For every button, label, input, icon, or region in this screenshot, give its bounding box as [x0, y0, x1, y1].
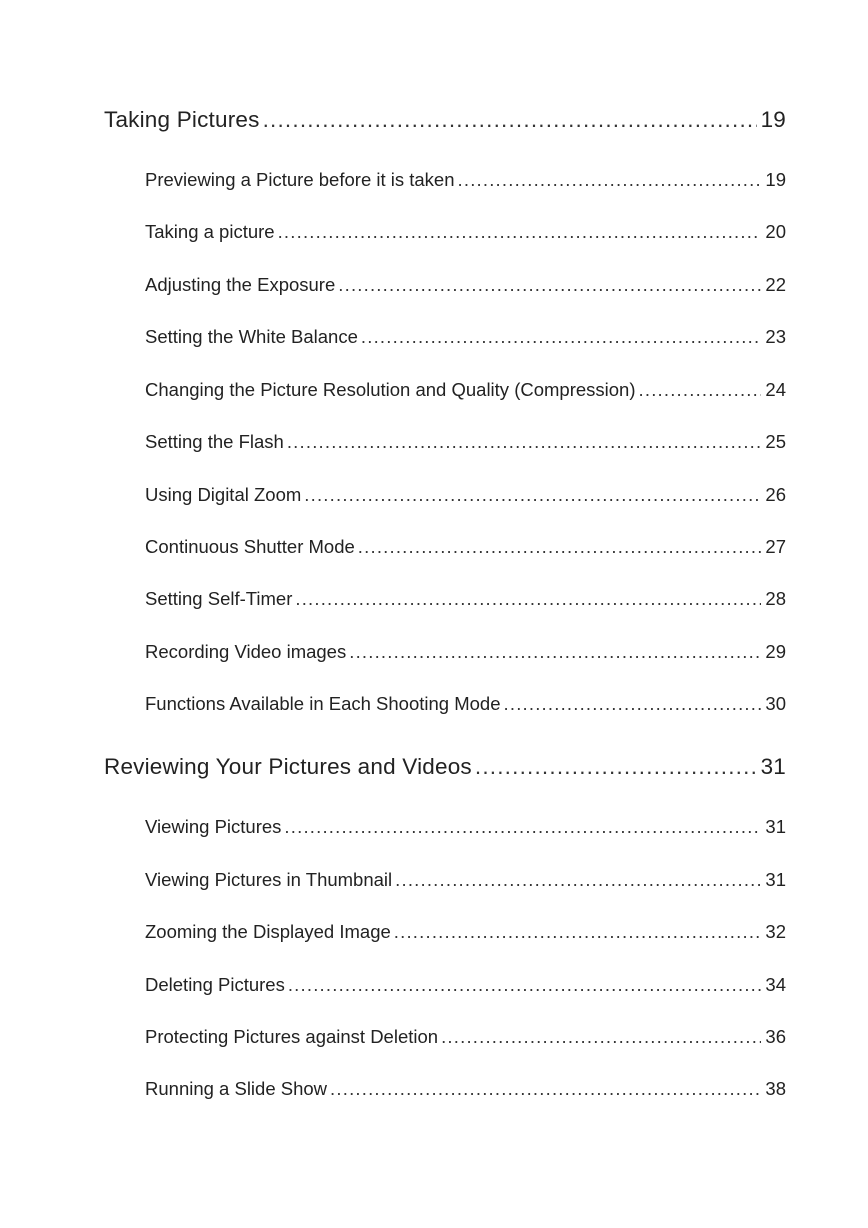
toc-entry-title: Setting the White Balance — [145, 326, 358, 347]
dot-leader — [338, 274, 761, 296]
toc-entry-functions-available[interactable] — [145, 693, 786, 715]
dot-leader — [358, 536, 762, 558]
toc-page-number: 19 — [765, 169, 786, 190]
toc-entry-viewing-pictures[interactable] — [145, 816, 786, 838]
toc-entry-title: Taking Pictures — [104, 107, 260, 132]
toc-section-reviewing-pictures[interactable] — [104, 754, 786, 780]
toc-entry-protecting-pictures[interactable] — [145, 1026, 786, 1048]
toc-entry-title: Zooming the Displayed Image — [145, 921, 391, 942]
dot-leader — [304, 484, 761, 506]
toc-entry-title: Changing the Picture Resolution and Quality (Compression) — [145, 379, 636, 400]
toc-page-number: 29 — [765, 641, 786, 662]
dot-leader — [288, 974, 762, 996]
toc-entry-previewing-picture[interactable] — [145, 169, 786, 191]
toc-entry-title: Taking a picture — [145, 221, 275, 242]
toc-page-number: 31 — [765, 869, 786, 890]
toc-page-number: 26 — [765, 484, 786, 505]
dot-leader — [295, 588, 761, 610]
toc-entry-title: Reviewing Your Pictures and Videos — [104, 754, 472, 779]
toc-entry-self-timer[interactable] — [145, 588, 786, 610]
toc-page-number: 31 — [760, 754, 786, 779]
toc-page-number: 23 — [765, 326, 786, 347]
toc-page-number: 22 — [765, 274, 786, 295]
toc-entry-setting-flash[interactable] — [145, 431, 786, 453]
toc-page-number: 38 — [765, 1078, 786, 1099]
dot-leader — [361, 326, 762, 348]
toc-entry-title: Setting the Flash — [145, 431, 284, 452]
toc-entry-zooming-image[interactable] — [145, 921, 786, 943]
dot-leader — [263, 107, 757, 133]
dot-leader — [475, 754, 757, 780]
dot-leader — [441, 1026, 761, 1048]
toc-page-number: 20 — [765, 221, 786, 242]
toc-entry-slide-show[interactable] — [145, 1078, 786, 1100]
toc-entry-recording-video[interactable] — [145, 641, 786, 663]
toc-entry-digital-zoom[interactable] — [145, 484, 786, 506]
toc-page-number: 19 — [760, 107, 786, 132]
toc-entry-adjusting-exposure[interactable] — [145, 274, 786, 296]
toc-page-number: 34 — [765, 974, 786, 995]
toc-entry-title: Continuous Shutter Mode — [145, 536, 355, 557]
dot-leader — [287, 431, 762, 453]
toc-page-number: 24 — [765, 379, 786, 400]
toc-page-number: 36 — [765, 1026, 786, 1047]
dot-leader — [349, 641, 761, 663]
toc-entry-title: Recording Video images — [145, 641, 347, 662]
toc-entry-title: Setting Self-Timer — [145, 588, 293, 609]
toc-page-number: 31 — [765, 816, 786, 837]
toc-entry-resolution-quality[interactable] — [145, 379, 786, 401]
toc-page-number: 28 — [765, 588, 786, 609]
toc-entry-viewing-thumbnail[interactable] — [145, 869, 786, 891]
toc-entry-taking-a-picture[interactable] — [145, 221, 786, 243]
dot-leader — [458, 169, 762, 191]
toc-entry-title: Functions Available in Each Shooting Mode — [145, 693, 501, 714]
dot-leader — [284, 816, 761, 838]
toc-entry-title: Adjusting the Exposure — [145, 274, 336, 295]
toc-entry-title: Deleting Pictures — [145, 974, 285, 995]
toc-entry-continuous-shutter[interactable] — [145, 536, 786, 558]
dot-leader — [278, 221, 762, 243]
toc-page-number: 27 — [765, 536, 786, 557]
toc-entry-white-balance[interactable] — [145, 326, 786, 348]
toc-entry-title: Using Digital Zoom — [145, 484, 302, 505]
toc-entry-title: Viewing Pictures in Thumbnail — [145, 869, 393, 890]
toc-entry-deleting-pictures[interactable] — [145, 974, 786, 996]
toc-page-number: 30 — [765, 693, 786, 714]
toc-page-number: 32 — [765, 921, 786, 942]
dot-leader — [395, 869, 761, 891]
toc-entry-title: Previewing a Picture before it is taken — [145, 169, 455, 190]
toc-entry-title: Protecting Pictures against Deletion — [145, 1026, 439, 1047]
dot-leader — [394, 921, 762, 943]
toc-entry-title: Running a Slide Show — [145, 1078, 328, 1099]
toc-section-taking-pictures[interactable] — [104, 107, 786, 133]
toc-page-number: 25 — [765, 431, 786, 452]
dot-leader — [330, 1078, 761, 1100]
dot-leader — [639, 379, 762, 401]
dot-leader — [504, 693, 762, 715]
toc-entry-title: Viewing Pictures — [145, 816, 282, 837]
